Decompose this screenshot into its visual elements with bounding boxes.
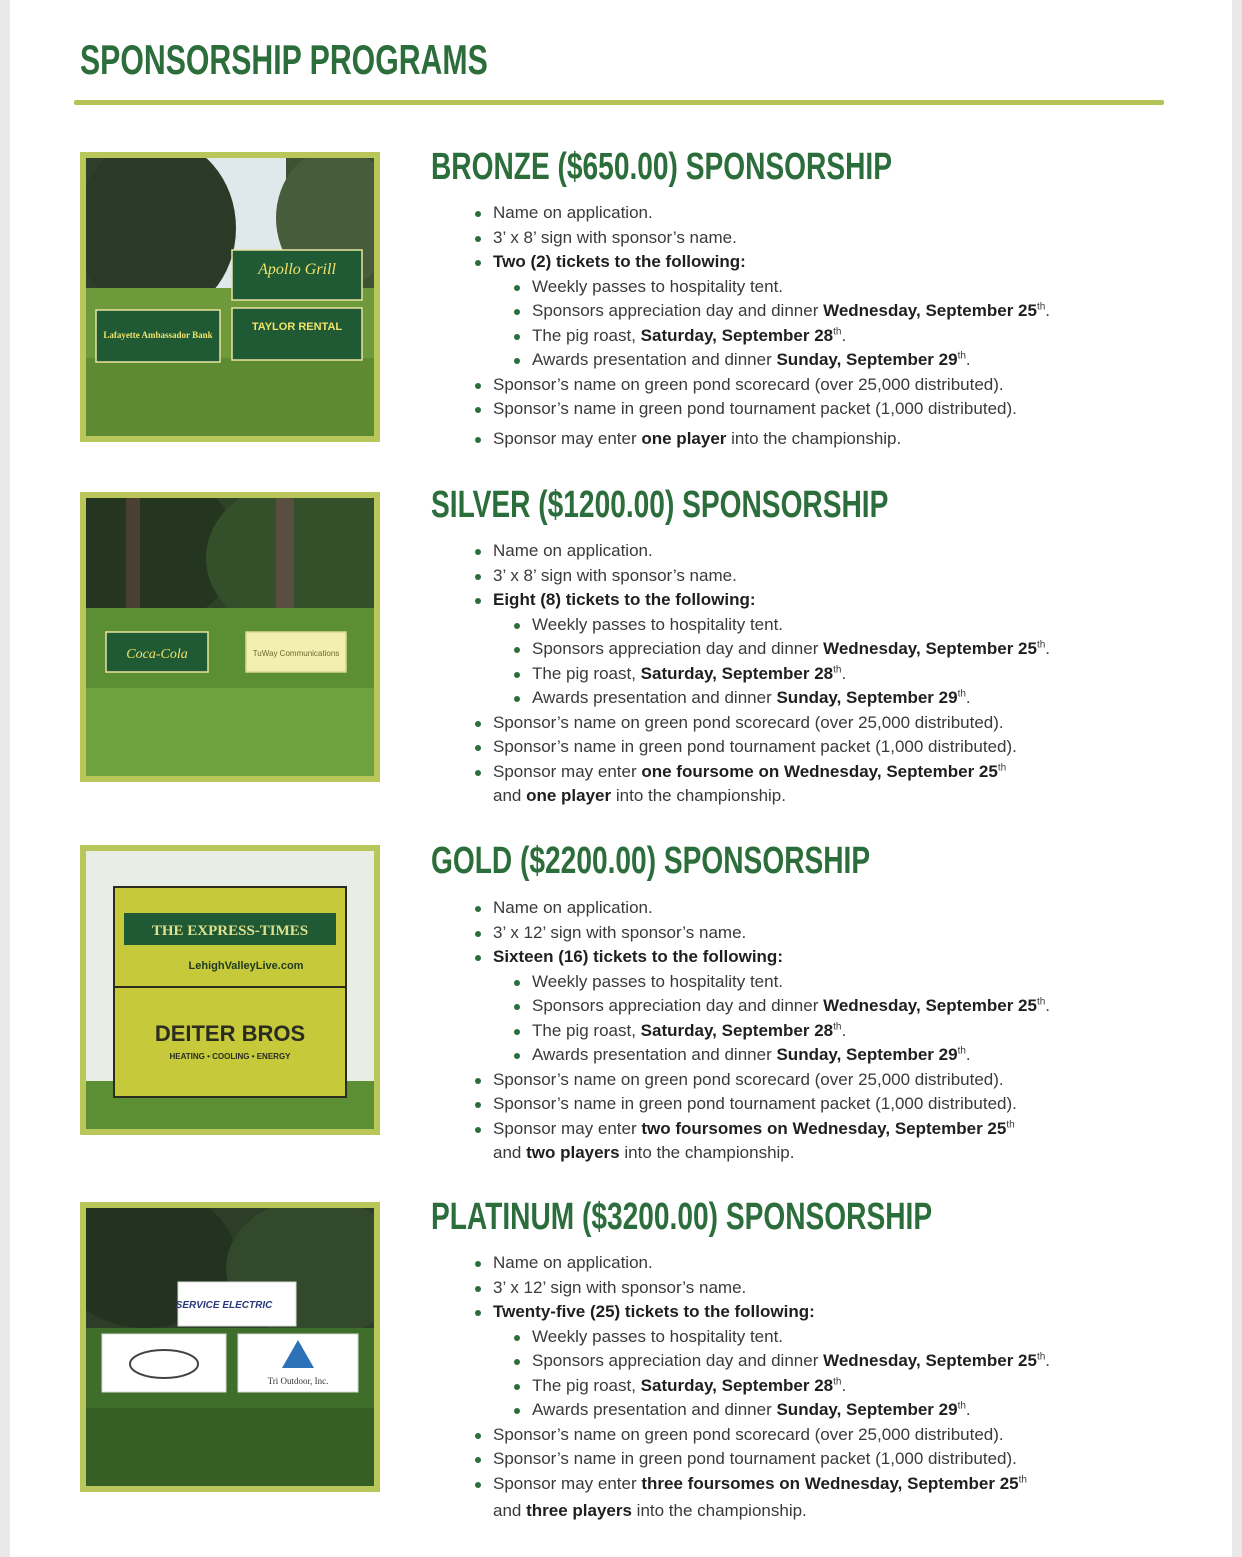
list-item-continued: and three players into the championship. (493, 1501, 807, 1520)
list-item: 3’ x 12’ sign with sponsor’s name. (475, 1276, 1195, 1301)
list-item: Sponsor’s name on green pond scorecard (over 25,000 distributed). (475, 373, 1195, 398)
list-item: Awards presentation and dinner Sunday, September 29th. (514, 348, 1195, 373)
page-title: SPONSORSHIP PROGRAMS (80, 36, 488, 83)
list-item: Sponsors appreciation day and dinner Wednesday, September 25th. (514, 637, 1195, 662)
list-item: Sponsor’s name in green pond tournament packet (1,000 distributed). (475, 735, 1195, 760)
bronze-heading: BRONZE ($650.00) SPONSORSHIP (431, 146, 892, 188)
gold-benefits (475, 896, 1195, 1166)
silver-benefits (475, 539, 1195, 809)
bronze-benefits (475, 201, 1195, 451)
list-item-continued: and one player into the championship. (493, 786, 786, 805)
list-item: Sponsor’s name in green pond tournament packet (1,000 distributed). (475, 397, 1195, 422)
page (10, 0, 1232, 1557)
list-item: The pig roast, Saturday, September 28th. (514, 1019, 1195, 1044)
list-item: Name on application. (475, 896, 1195, 921)
silver-sign-tuway: TuWay Communications (252, 649, 340, 658)
gold-sign-express: THE EXPRESS-TIMES (151, 923, 309, 939)
list-item: Name on application. (475, 1251, 1195, 1276)
bronze-sign-lafayette: Lafayette Ambassador Bank (103, 330, 213, 340)
list-item: The pig roast, Saturday, September 28th. (514, 324, 1195, 349)
list-item: The pig roast, Saturday, September 28th. (514, 1374, 1195, 1399)
list-item: Weekly passes to hospitality tent. (514, 1325, 1195, 1350)
list-item: Sponsor’s name on green pond scorecard (over 25,000 distributed). (475, 711, 1195, 736)
platinum-sign-service: SERVICE ELECTRIC (175, 1300, 273, 1311)
gold-sign-deiter-tag: HEATING • COOLING • ENERGY (169, 1052, 291, 1061)
title-divider (74, 100, 1164, 105)
list-item: Weekly passes to hospitality tent. (514, 970, 1195, 995)
list-item: Sponsor may enter three foursomes on Wednesday, September 25th (475, 1472, 1195, 1497)
silver-sign-coke: Coca-Cola (126, 647, 188, 662)
list-item: Sponsors appreciation day and dinner Wednesday, September 25th. (514, 299, 1195, 324)
gold-heading: GOLD ($2200.00) SPONSORSHIP (431, 840, 871, 882)
list-item: Twenty-five (25) tickets to the following: (475, 1300, 1195, 1325)
silver-photo (80, 492, 380, 782)
bronze-sign-taylor: TAYLOR RENTAL (251, 321, 343, 333)
gold-sign-lvl: LehighValleyLive.com (188, 960, 304, 972)
list-item: 3’ x 8’ sign with sponsor’s name. (475, 226, 1195, 251)
list-item: Name on application. (475, 201, 1195, 226)
platinum-photo (80, 1202, 380, 1492)
list-item: Sixteen (16) tickets to the following: (475, 945, 1195, 970)
bronze-photo (80, 152, 380, 442)
list-item: Sponsor’s name on green pond scorecard (over 25,000 distributed). (475, 1423, 1195, 1448)
list-item: Two (2) tickets to the following: (475, 250, 1195, 275)
list-item: Sponsor may enter one foursome on Wednesday, September 25th (475, 760, 1195, 785)
list-item: Awards presentation and dinner Sunday, September 29th. (514, 1398, 1195, 1423)
list-item: Sponsor’s name in green pond tournament packet (1,000 distributed). (475, 1092, 1195, 1117)
list-item: Weekly passes to hospitality tent. (514, 275, 1195, 300)
list-item: 3’ x 8’ sign with sponsor’s name. (475, 564, 1195, 589)
bronze-sign-apollo: Apollo Grill (258, 261, 336, 278)
list-item: Awards presentation and dinner Sunday, September 29th. (514, 1043, 1195, 1068)
list-item: Sponsor’s name on green pond scorecard (over 25,000 distributed). (475, 1068, 1195, 1093)
list-item: Name on application. (475, 539, 1195, 564)
gold-photo (80, 845, 380, 1135)
platinum-heading: PLATINUM ($3200.00) SPONSORSHIP (431, 1196, 933, 1238)
platinum-benefits (475, 1251, 1195, 1524)
list-item-continued: and two players into the championship. (493, 1143, 795, 1162)
list-item: Sponsors appreciation day and dinner Wednesday, September 25th. (514, 994, 1195, 1019)
list-item: Sponsors appreciation day and dinner Wednesday, September 25th. (514, 1349, 1195, 1374)
list-item: Sponsor’s name in green pond tournament packet (1,000 distributed). (475, 1447, 1195, 1472)
list-item: 3’ x 12’ sign with sponsor’s name. (475, 921, 1195, 946)
list-item: Sponsor may enter one player into the championship. (475, 427, 1195, 452)
list-item: Weekly passes to hospitality tent. (514, 613, 1195, 638)
list-item: Eight (8) tickets to the following: (475, 588, 1195, 613)
list-item: Awards presentation and dinner Sunday, September 29th. (514, 686, 1195, 711)
platinum-sign-tri: Tri Outdoor, Inc. (267, 1376, 329, 1386)
silver-heading: SILVER ($1200.00) SPONSORSHIP (431, 484, 889, 526)
gold-sign-deiter: DEITER BROS (154, 1021, 306, 1046)
list-item: The pig roast, Saturday, September 28th. (514, 662, 1195, 687)
list-item: Sponsor may enter two foursomes on Wednesday, September 25th (475, 1117, 1195, 1142)
